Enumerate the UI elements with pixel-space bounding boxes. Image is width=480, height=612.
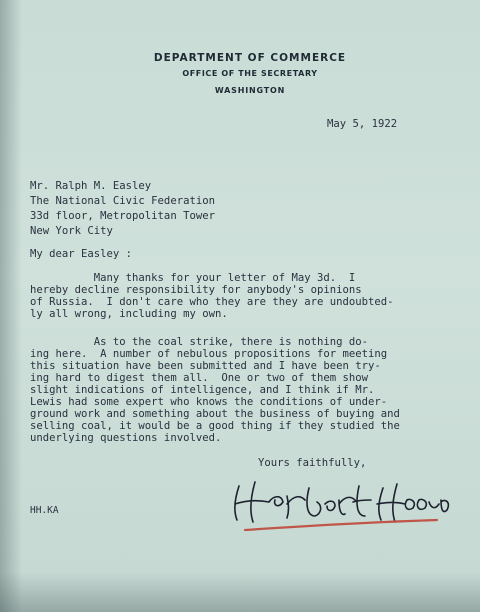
body-line: ing here. A number of nebulous propositions for meeting (30, 348, 388, 360)
recipient-line-floor: 33d floor, Metropolitan Tower (30, 210, 215, 222)
body-line: Many thanks for your letter of May 3d. I (30, 272, 356, 284)
body-line: As to the coal strike, there is nothing do- (30, 336, 369, 348)
recipient-line-name: Mr. Ralph M. Easley (30, 180, 152, 192)
recipient-line-org: The National Civic Federation (30, 195, 215, 207)
letter-date: May 5, 1922 (327, 118, 398, 130)
closing: Yours faithfully, (258, 457, 367, 469)
letterhead-office: OFFICE OF THE SECRETARY (182, 69, 318, 78)
body-line: Lewis had some expert who knows the conditions of under- (30, 396, 388, 408)
typist-initials: HH.KA (30, 505, 59, 516)
signature-image (225, 470, 455, 534)
body-line: slight indications of intelligence, and I think if Mr. (30, 384, 375, 396)
body-line: this situation have been submitted and I have been try- (30, 360, 381, 372)
letterhead-city: WASHINGTON (214, 86, 286, 95)
body-line: of Russia. I don't care who they are they are undoubted- (30, 296, 394, 308)
body-line: ing hard to digest them all. One or two of them show (30, 372, 369, 384)
salutation: My dear Easley : (30, 248, 133, 260)
body-line: underlying questions involved. (30, 432, 222, 444)
body-line: ground work and something about the business of buying and (30, 408, 400, 420)
recipient-line-city: New York City (30, 225, 113, 237)
body-line: ly all wrong, including my own. (30, 308, 228, 320)
letterhead-department: DEPARTMENT OF COMMERCE (153, 52, 347, 64)
page-shadow-bottom (0, 572, 480, 612)
body-line: selling coal, it would be a good thing if they studied the (30, 420, 400, 432)
body-line: hereby decline responsibility for anybody's opinions (30, 284, 362, 296)
